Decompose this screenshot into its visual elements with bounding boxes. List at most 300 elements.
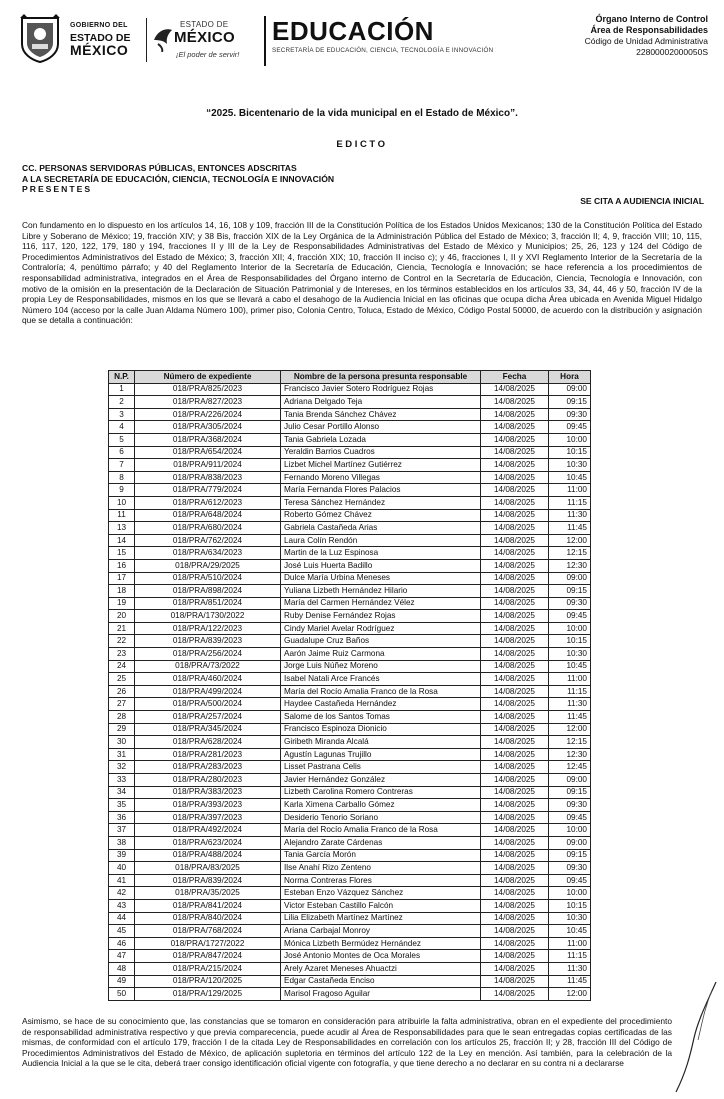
cell-np: 34 [109, 786, 135, 799]
cell-fecha: 14/08/2025 [481, 887, 549, 900]
cell-expediente: 018/PRA/838/2023 [135, 471, 281, 484]
cell-hora: 10:30 [549, 648, 591, 661]
table-row [109, 774, 591, 787]
cell-expediente: 018/PRA/827/2023 [135, 396, 281, 409]
cell-nombre: María del Rocío Amalia Franco de la Rosa [281, 824, 481, 837]
table-row [109, 711, 591, 724]
cell-fecha: 14/08/2025 [481, 559, 549, 572]
cell-expediente: 018/PRA/256/2024 [135, 648, 281, 661]
cell-hora: 09:15 [549, 849, 591, 862]
cell-np: 39 [109, 849, 135, 862]
cell-expediente: 018/PRA/305/2024 [135, 421, 281, 434]
cell-hora: 12:45 [549, 761, 591, 774]
table-row [109, 597, 591, 610]
cell-fecha: 14/08/2025 [481, 748, 549, 761]
cell-np: 48 [109, 962, 135, 975]
cell-np: 18 [109, 585, 135, 598]
table-row [109, 887, 591, 900]
table-row [109, 824, 591, 837]
cell-expediente: 018/PRA/500/2024 [135, 698, 281, 711]
table-row [109, 446, 591, 459]
table-row [109, 723, 591, 736]
cell-np: 8 [109, 471, 135, 484]
gobierno-line3: MÉXICO [70, 42, 129, 58]
cell-np: 15 [109, 547, 135, 560]
cell-fecha: 14/08/2025 [481, 925, 549, 938]
cell-np: 46 [109, 937, 135, 950]
table-row [109, 862, 591, 875]
cell-hora: 09:30 [549, 408, 591, 421]
cell-np: 41 [109, 874, 135, 887]
cell-expediente: 018/PRA/83/2025 [135, 862, 281, 875]
cell-nombre: Ariana Carbajal Monroy [281, 925, 481, 938]
header-np: N.P. [109, 371, 135, 384]
table-row [109, 421, 591, 434]
cell-fecha: 14/08/2025 [481, 799, 549, 812]
table-row [109, 622, 591, 635]
cell-fecha: 14/08/2025 [481, 685, 549, 698]
cell-np: 4 [109, 421, 135, 434]
cell-fecha: 14/08/2025 [481, 522, 549, 535]
document-title: EDICTO [336, 139, 388, 150]
table-row [109, 975, 591, 988]
table-row [109, 786, 591, 799]
cell-hora: 10:45 [549, 471, 591, 484]
cell-hora: 10:45 [549, 660, 591, 673]
table-row [109, 874, 591, 887]
cell-nombre: Salome de los Santos Tomas [281, 711, 481, 724]
table-row [109, 673, 591, 686]
cell-nombre: Haydee Castañeda Hernández [281, 698, 481, 711]
table-row [109, 496, 591, 509]
handwritten-signature-icon [668, 980, 720, 1096]
cell-nombre: Ruby Denise Fernández Rojas [281, 610, 481, 623]
cell-hora: 09:30 [549, 597, 591, 610]
cell-nombre: Lisset Pastrana Celis [281, 761, 481, 774]
table-row [109, 572, 591, 585]
cell-nombre: Jorge Luis Núñez Moreno [281, 660, 481, 673]
gobierno-line1: GOBIERNO DEL [70, 22, 128, 29]
cell-hora: 11:00 [549, 673, 591, 686]
table-row [109, 433, 591, 446]
cell-np: 13 [109, 522, 135, 535]
cell-fecha: 14/08/2025 [481, 736, 549, 749]
table-row [109, 610, 591, 623]
cell-np: 30 [109, 736, 135, 749]
cell-expediente: 018/PRA/129/2025 [135, 988, 281, 1001]
cell-nombre: Alejandro Zarate Cárdenas [281, 836, 481, 849]
hearing-schedule-table [108, 370, 591, 1001]
cell-nombre: Norma Contreras Flores [281, 874, 481, 887]
table-row [109, 648, 591, 661]
cell-nombre: Javier Hernández González [281, 774, 481, 787]
organo-code: 22800002000050S [636, 47, 708, 57]
cell-nombre: Victor Esteban Castillo Falcón [281, 899, 481, 912]
cell-nombre: Lilia Elizabeth Martínez Martínez [281, 912, 481, 925]
table-row [109, 925, 591, 938]
cell-np: 22 [109, 635, 135, 648]
cell-expediente: 018/PRA/654/2024 [135, 446, 281, 459]
cell-hora: 10:15 [549, 446, 591, 459]
cell-np: 5 [109, 433, 135, 446]
cell-expediente: 018/PRA/492/2024 [135, 824, 281, 837]
cell-fecha: 14/08/2025 [481, 496, 549, 509]
cell-np: 37 [109, 824, 135, 837]
cell-nombre: María del Carmen Hernández Vélez [281, 597, 481, 610]
cell-hora: 09:30 [549, 799, 591, 812]
cell-expediente: 018/PRA/383/2023 [135, 786, 281, 799]
cell-hora: 09:45 [549, 811, 591, 824]
cell-np: 27 [109, 698, 135, 711]
cell-hora: 09:45 [549, 421, 591, 434]
cell-hora: 10:30 [549, 912, 591, 925]
cell-fecha: 14/08/2025 [481, 484, 549, 497]
cell-fecha: 14/08/2025 [481, 433, 549, 446]
cell-expediente: 018/PRA/120/2025 [135, 975, 281, 988]
cell-hora: 09:15 [549, 396, 591, 409]
cell-fecha: 14/08/2025 [481, 585, 549, 598]
cell-hora: 10:00 [549, 433, 591, 446]
letterhead [18, 12, 708, 70]
header-divider [146, 18, 147, 62]
cell-np: 35 [109, 799, 135, 812]
cell-expediente: 018/PRA/841/2024 [135, 899, 281, 912]
cell-hora: 10:15 [549, 899, 591, 912]
cell-expediente: 018/PRA/281/2023 [135, 748, 281, 761]
cell-np: 14 [109, 534, 135, 547]
cell-nombre: Yeraldin Barrios Cuadros [281, 446, 481, 459]
table-row [109, 962, 591, 975]
cell-np: 6 [109, 446, 135, 459]
cell-expediente: 018/PRA/215/2024 [135, 962, 281, 975]
cell-fecha: 14/08/2025 [481, 408, 549, 421]
cell-hora: 11:15 [549, 496, 591, 509]
cell-hora: 10:00 [549, 887, 591, 900]
cell-hora: 10:30 [549, 459, 591, 472]
cell-fecha: 14/08/2025 [481, 622, 549, 635]
cell-fecha: 14/08/2025 [481, 660, 549, 673]
table-row [109, 547, 591, 560]
table-row [109, 471, 591, 484]
cell-expediente: 018/PRA/648/2024 [135, 509, 281, 522]
header-hora: Hora [549, 371, 591, 384]
cell-fecha: 14/08/2025 [481, 862, 549, 875]
edomex-bird-icon [152, 26, 174, 52]
cell-fecha: 14/08/2025 [481, 912, 549, 925]
cell-hora: 09:45 [549, 874, 591, 887]
cell-fecha: 14/08/2025 [481, 711, 549, 724]
cell-nombre: Marisol Fragoso Aguilar [281, 988, 481, 1001]
cell-np: 26 [109, 685, 135, 698]
cell-hora: 12:30 [549, 748, 591, 761]
cell-np: 3 [109, 408, 135, 421]
cell-expediente: 018/PRA/623/2024 [135, 836, 281, 849]
cell-expediente: 018/PRA/898/2024 [135, 585, 281, 598]
cell-expediente: 018/PRA/122/2023 [135, 622, 281, 635]
cell-expediente: 018/PRA/510/2024 [135, 572, 281, 585]
table-row [109, 736, 591, 749]
cell-nombre: Fernando Moreno Villegas [281, 471, 481, 484]
cell-nombre: Lizbet Michel Martínez Gutiérrez [281, 459, 481, 472]
cell-fecha: 14/08/2025 [481, 811, 549, 824]
cell-fecha: 14/08/2025 [481, 824, 549, 837]
cell-hora: 10:00 [549, 622, 591, 635]
cell-hora: 09:00 [549, 774, 591, 787]
table-row [109, 509, 591, 522]
cell-hora: 11:00 [549, 937, 591, 950]
addressees [22, 163, 334, 195]
cell-hora: 09:15 [549, 786, 591, 799]
table-row [109, 836, 591, 849]
cell-nombre: Dulce María Urbina Meneses [281, 572, 481, 585]
header-fecha: Fecha [481, 371, 549, 384]
cell-fecha: 14/08/2025 [481, 937, 549, 950]
cell-nombre: Gabriela Castañeda Arias [281, 522, 481, 535]
cell-expediente: 018/PRA/851/2024 [135, 597, 281, 610]
educacion-logo [272, 16, 562, 54]
cell-nombre: María del Rocío Amalia Franco de la Rosa [281, 685, 481, 698]
cell-nombre: Esteban Enzo Vázquez Sánchez [281, 887, 481, 900]
cell-fecha: 14/08/2025 [481, 761, 549, 774]
cell-nombre: Francisco Espinoza Dionicio [281, 723, 481, 736]
cell-expediente: 018/PRA/840/2024 [135, 912, 281, 925]
hearing-schedule-table-wrap [108, 370, 590, 1001]
cell-fecha: 14/08/2025 [481, 950, 549, 963]
cell-nombre: Edgar Castañeda Enciso [281, 975, 481, 988]
table-row [109, 799, 591, 812]
cell-expediente: 018/PRA/762/2024 [135, 534, 281, 547]
cell-fecha: 14/08/2025 [481, 673, 549, 686]
table-row [109, 635, 591, 648]
table-body [109, 383, 591, 1000]
cell-np: 43 [109, 899, 135, 912]
cell-fecha: 14/08/2025 [481, 421, 549, 434]
educacion-title: EDUCACIÓN [272, 16, 434, 46]
cell-expediente: 018/PRA/1730/2022 [135, 610, 281, 623]
table-header-row [109, 371, 591, 384]
cell-np: 2 [109, 396, 135, 409]
cell-expediente: 018/PRA/680/2024 [135, 522, 281, 535]
organo-line2: Área de Responsabilidades [590, 25, 708, 35]
cell-hora: 12:15 [549, 547, 591, 560]
cell-expediente: 018/PRA/397/2023 [135, 811, 281, 824]
cell-np: 50 [109, 988, 135, 1001]
cell-np: 36 [109, 811, 135, 824]
cell-expediente: 018/PRA/839/2024 [135, 874, 281, 887]
cell-nombre: Teresa Sánchez Hernández [281, 496, 481, 509]
gobierno-line2: ESTADO DE [70, 32, 131, 44]
cell-nombre: Roberto Gómez Chávez [281, 509, 481, 522]
cell-np: 9 [109, 484, 135, 497]
state-coat-of-arms-icon [18, 14, 62, 64]
cell-fecha: 14/08/2025 [481, 962, 549, 975]
cell-hora: 09:00 [549, 572, 591, 585]
cell-fecha: 14/08/2025 [481, 471, 549, 484]
cell-nombre: Tania García Morón [281, 849, 481, 862]
header-expediente: Número de expediente [135, 371, 281, 384]
cell-hora: 11:15 [549, 950, 591, 963]
cell-hora: 12:00 [549, 534, 591, 547]
cell-nombre: Adriana Delgado Teja [281, 396, 481, 409]
cell-expediente: 018/PRA/499/2024 [135, 685, 281, 698]
cell-fecha: 14/08/2025 [481, 383, 549, 396]
cell-nombre: Martin de la Luz Espinosa [281, 547, 481, 560]
cell-np: 40 [109, 862, 135, 875]
cell-fecha: 14/08/2025 [481, 635, 549, 648]
table-row [109, 459, 591, 472]
cell-fecha: 14/08/2025 [481, 698, 549, 711]
year-motto: “2025. Bicentenario de la vida municipal en el Estado de México”. [206, 108, 518, 119]
cell-np: 20 [109, 610, 135, 623]
cell-fecha: 14/08/2025 [481, 648, 549, 661]
cell-expediente: 018/PRA/345/2024 [135, 723, 281, 736]
table-row [109, 534, 591, 547]
cell-nombre: José Antonio Montes de Oca Morales [281, 950, 481, 963]
cell-nombre: Ilse Anahí Rizo Zenteno [281, 862, 481, 875]
cell-nombre: Guadalupe Cruz Baños [281, 635, 481, 648]
cell-np: 7 [109, 459, 135, 472]
cell-nombre: Yuliana Lizbeth Hernández Hilario [281, 585, 481, 598]
table-row [109, 408, 591, 421]
cell-hora: 12:30 [549, 559, 591, 572]
cell-hora: 09:45 [549, 610, 591, 623]
cell-expediente: 018/PRA/73/2022 [135, 660, 281, 673]
organo-line1: Órgano Interno de Control [595, 14, 708, 24]
table-row [109, 937, 591, 950]
addressees-line1: CC. PERSONAS SERVIDORAS PÚBLICAS, ENTONCES ADSCRITAS [22, 163, 297, 173]
cell-hora: 09:15 [549, 585, 591, 598]
cell-nombre: Tania Gabriela Lozada [281, 433, 481, 446]
cell-np: 24 [109, 660, 135, 673]
cell-expediente: 018/PRA/911/2024 [135, 459, 281, 472]
cell-nombre: Aarón Jaime Ruiz Carmona [281, 648, 481, 661]
cell-np: 42 [109, 887, 135, 900]
cell-expediente: 018/PRA/612/2023 [135, 496, 281, 509]
header-nombre: Nombre de la persona presunta responsable [281, 371, 481, 384]
cell-expediente: 018/PRA/768/2024 [135, 925, 281, 938]
cell-fecha: 14/08/2025 [481, 534, 549, 547]
cell-expediente: 018/PRA/393/2023 [135, 799, 281, 812]
cell-np: 11 [109, 509, 135, 522]
cell-nombre: Cindy Mariel Avelar Rodríguez [281, 622, 481, 635]
cell-fecha: 14/08/2025 [481, 597, 549, 610]
gobierno-logo-text [70, 20, 138, 56]
cell-expediente: 018/PRA/779/2024 [135, 484, 281, 497]
cell-hora: 11:30 [549, 698, 591, 711]
cell-expediente: 018/PRA/825/2023 [135, 383, 281, 396]
cell-expediente: 018/PRA/283/2023 [135, 761, 281, 774]
cell-fecha: 14/08/2025 [481, 572, 549, 585]
cell-expediente: 018/PRA/368/2024 [135, 433, 281, 446]
table-row [109, 484, 591, 497]
cell-np: 25 [109, 673, 135, 686]
organo-block [585, 14, 708, 58]
cell-hora: 12:00 [549, 723, 591, 736]
cell-fecha: 14/08/2025 [481, 446, 549, 459]
cell-fecha: 14/08/2025 [481, 459, 549, 472]
table-row [109, 685, 591, 698]
cell-nombre: Karla Ximena Carballo Gómez [281, 799, 481, 812]
cell-hora: 09:00 [549, 383, 591, 396]
edomex-big-text: MÉXICO [174, 29, 235, 46]
cell-expediente: 018/PRA/488/2024 [135, 849, 281, 862]
cell-np: 1 [109, 383, 135, 396]
cell-expediente: 018/PRA/1727/2022 [135, 937, 281, 950]
cell-nombre: Mónica Lizbeth Bermúdez Hernández [281, 937, 481, 950]
cell-np: 21 [109, 622, 135, 635]
cell-expediente: 018/PRA/839/2023 [135, 635, 281, 648]
cell-expediente: 018/PRA/628/2024 [135, 736, 281, 749]
cell-np: 10 [109, 496, 135, 509]
cell-fecha: 14/08/2025 [481, 610, 549, 623]
table-row [109, 912, 591, 925]
cell-np: 32 [109, 761, 135, 774]
cell-nombre: Arely Azaret Meneses Ahuactzi [281, 962, 481, 975]
cell-fecha: 14/08/2025 [481, 774, 549, 787]
cell-hora: 12:15 [549, 736, 591, 749]
cell-nombre: Isabel Natali Arce Francés [281, 673, 481, 686]
cell-fecha: 14/08/2025 [481, 836, 549, 849]
table-row [109, 811, 591, 824]
cell-hora: 09:30 [549, 862, 591, 875]
cell-hora: 11:00 [549, 484, 591, 497]
cell-nombre: Lizbeth Carolina Romero Contreras [281, 786, 481, 799]
organo-line3: Código de Unidad Administrativa [584, 36, 708, 46]
summons-label: SE CITA A AUDIENCIA INICIAL [580, 196, 704, 206]
cell-fecha: 14/08/2025 [481, 547, 549, 560]
addressees-line3: PRESENTES [22, 184, 93, 194]
cell-np: 16 [109, 559, 135, 572]
edomex-slogan: ¡El poder de servir! [176, 50, 240, 59]
cell-nombre: Desiderio Tenorio Soriano [281, 811, 481, 824]
cell-hora: 11:45 [549, 711, 591, 724]
table-row [109, 698, 591, 711]
cell-fecha: 14/08/2025 [481, 723, 549, 736]
cell-hora: 11:30 [549, 509, 591, 522]
cell-nombre: Tania Brenda Sánchez Chávez [281, 408, 481, 421]
cell-hora: 11:45 [549, 975, 591, 988]
cell-hora: 11:30 [549, 962, 591, 975]
cell-np: 19 [109, 597, 135, 610]
legal-basis-paragraph: Con fundamento en lo dispuesto en los artículos 14, 16, 108 y 109, fracción III de la Constitución Política de los Estados Unidos Mexicanos; 130 de la Constitución Política del Estado Libre y Soberano de México; 19, fracción XIV; y 38 Bis, fracción XIX de la Ley Orgánica de la Administración Pública del Estado de México; 3, fracción II; 4, 9, fracción VIII; 10, 115, 116, 117, 120, 122, 179, 180 y 194, fracciones II y III de la Ley de Responsabilidades Administrativas del Estado de México y Municipios; 25, 26, 123 y 124 del Código de Procedimientos Administrativos del Estado de México; 3, fracción XII; 4, fracción XIX; 10, fracción II inciso c); y 46, fracciones I, II y XVI Reglamento Interior de la Secretaría de la Contraloría; 4, penúltimo párrafo; y 40 del Reglamento Interior de la Secretaría de Educación, Ciencia, Tecnología e Innovación; se hace referencia a los procedimientos de responsabilidad administrativa, integrados en el Área de Responsabilidades del Órgano interno de Control en la Secretaría de Educación, Ciencia, Tecnología e Innovación, con motivo de la omisión en la presentación de la Declaración de Situación Patrimonial y de Intereses, en los términos establecidos en los artículos 33, 34, 44, 46 y 50, fracción IV de la propia Ley de Responsabilidades, mismos en los que se llevará a cabo el desahogo de la Audiencia Inicial en las oficinas que ocupa dicha Área ubicada en Avenida Miguel Hidalgo Número 104 (acceso por la calle Juan Aldama Número 100), primer piso, Colonia Centro, Toluca, Estado de México, Código Postal 50000, de acuerdo con la distribución y asignación que se detalla a continuación: [22, 220, 702, 326]
table-row [109, 899, 591, 912]
table-row [109, 585, 591, 598]
table-row [109, 559, 591, 572]
edomex-logo [152, 18, 260, 66]
cell-nombre: Julio Cesar Portillo Alonso [281, 421, 481, 434]
table-row [109, 660, 591, 673]
table-row [109, 396, 591, 409]
educacion-subtitle: SECRETARÍA DE EDUCACIÓN, CIENCIA, TECNOLOGÍA E INNOVACIÓN [272, 47, 494, 54]
cell-nombre: Laura Colín Rendón [281, 534, 481, 547]
cell-expediente: 018/PRA/460/2024 [135, 673, 281, 686]
cell-np: 45 [109, 925, 135, 938]
cell-np: 17 [109, 572, 135, 585]
cell-hora: 10:00 [549, 824, 591, 837]
cell-nombre: Francisco Javier Sotero Rodríguez Rojas [281, 383, 481, 396]
cell-nombre: Agustín Lagunas Trujillo [281, 748, 481, 761]
cell-expediente: 018/PRA/847/2024 [135, 950, 281, 963]
cell-hora: 11:15 [549, 685, 591, 698]
cell-np: 23 [109, 648, 135, 661]
cell-fecha: 14/08/2025 [481, 786, 549, 799]
cell-nombre: María Fernanda Flores Palacios [281, 484, 481, 497]
cell-hora: 09:00 [549, 836, 591, 849]
cell-np: 29 [109, 723, 135, 736]
cell-expediente: 018/PRA/257/2024 [135, 711, 281, 724]
table-row [109, 849, 591, 862]
cell-hora: 10:15 [549, 635, 591, 648]
